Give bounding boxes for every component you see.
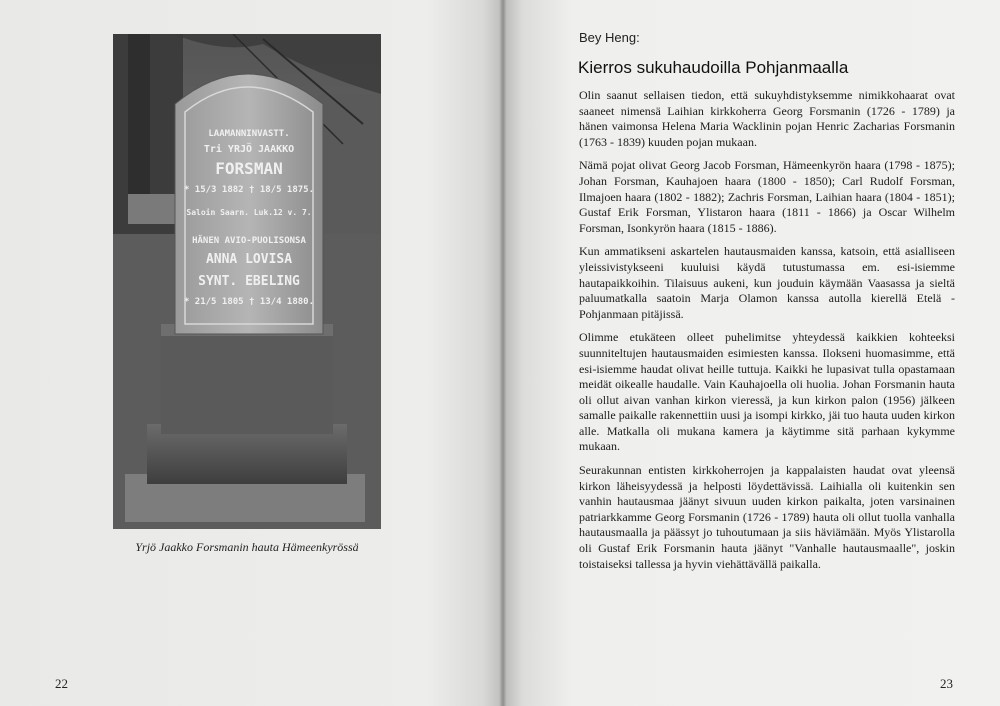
book-gutter	[499, 0, 507, 706]
page-number-right: 23	[940, 676, 953, 691]
headstone-line4: * 15/3 1882 † 18/5 1875.	[183, 185, 315, 195]
headstone-line5: Saloin Saarn. Luk.12 v. 7.	[186, 208, 312, 217]
paragraph: Seurakunnan entisten kirkkoherrojen ja kappalaisten haudat ovat yleensä kirkon läheisyydessä ja helposti löydettävissä. Laihialla oli kuitenkin sen vanhin hautausmaa jäänyt sivuun uuden kirkon paikalta, joten varsinainen patriarkkamme Georg Forsmanin (1726 - 1789) hauta oli ollut tuolla vanhalla hautausmaalla ja päässyt jo tuhoutumaan ja siis häviämään. Myös Ylistarolla oli Gustaf Erik Forsmanin hauta jäänyt "Vanhalle hautausmaalle", joskin toistaiseksi tallessa ja hyvin viehättävällä paikalla.	[579, 463, 955, 571]
headstone-photo	[113, 34, 381, 529]
paragraph: Nämä pojat olivat Georg Jacob Forsman, Hämeenkyrön haara (1798 - 1875); Johan Forsman, Kauhajoen haara (1800 - 1850); Carl Rudolf Forsman, Ilmajoen haara (1802 - 1882); Zachris Forsman, Laihian haara (1804 - 1851); Gustaf Erik Forsman, Ylistaron haara (1811 - 1866) ja Oscar Wilhelm Forsman, Isonkyrön haara (1815 - 1886).	[579, 158, 955, 235]
paragraph: Olimme etukäteen olleet puhelimitse yhteydessä kaikkien kohteeksi suunniteltujen hautausmaiden esimiesten kanssa. Ilokseni huomasimme, että esi-isiemme haudat olivat heille tuttuja. Kaikki he lupasivat tulla opastamaan meidät oikealle haudalle. Vain Kauhajoella oli huolia. Johan Forsmanin hauta oli ollut aivan vanhan kirkon vieressä, ja kun kirkon palon (1956) jälkeen samalle paikalle rakennettiin uusi ja isompi kirkko, jäi tuo hauta uuden kirkon alle. Matkalla oli mukana kamera ja käytimme sitä parhaan kykymme mukaan.	[579, 330, 955, 454]
headstone-line3: FORSMAN	[215, 159, 283, 178]
paragraph: Kun ammatikseni askartelen hautausmaiden kanssa, katsoin, että asialliseen yleissivistykseeni kuuluisi käydä tutustumassa em. esi-isiemme hautapaikkoihin. Tilaisuus aukeni, kun jouduin käymään Vaasassa ja sieltä paluumatkalla saatoin Marja Olamon kanssa autolla kierellä Etelä - Pohjanmaan pitäjissä.	[579, 244, 955, 321]
article-title: Kierros sukuhaudoilla Pohjanmaalla	[578, 58, 849, 77]
article-body	[579, 88, 955, 580]
headstone-line6: HÄNEN AVIO-PUOLISONSA	[192, 236, 306, 246]
headstone-illustration	[113, 34, 381, 529]
headstone-line8: SYNT. EBELING	[198, 274, 300, 289]
article-author: Bey Heng:	[579, 30, 640, 45]
headstone-line1: LAAMANNINVASTT.	[208, 129, 290, 139]
page-number-left: 22	[55, 676, 68, 691]
headstone-line9: * 21/5 1805 † 13/4 1880.	[183, 297, 315, 307]
headstone-line2: Tri YRJÖ JAAKKO	[203, 144, 295, 155]
paragraph: Olin saanut sellaisen tiedon, että sukuyhdistyksemme nimikkohaarat ovat saaneet nimensä Laihian kirkkoherra Georg Forsmanin (1726 - 1789) ja hänen vaimonsa Helena Maria Wacklinin pojan Henric Zacharias Forsmanin (1763 - 1839) kuuden pojan mukaan.	[579, 88, 955, 149]
headstone-line7: ANNA LOVISA	[205, 252, 293, 267]
photo-caption: Yrjö Jaakko Forsmanin hauta Hämeenkyrössä	[135, 540, 359, 554]
